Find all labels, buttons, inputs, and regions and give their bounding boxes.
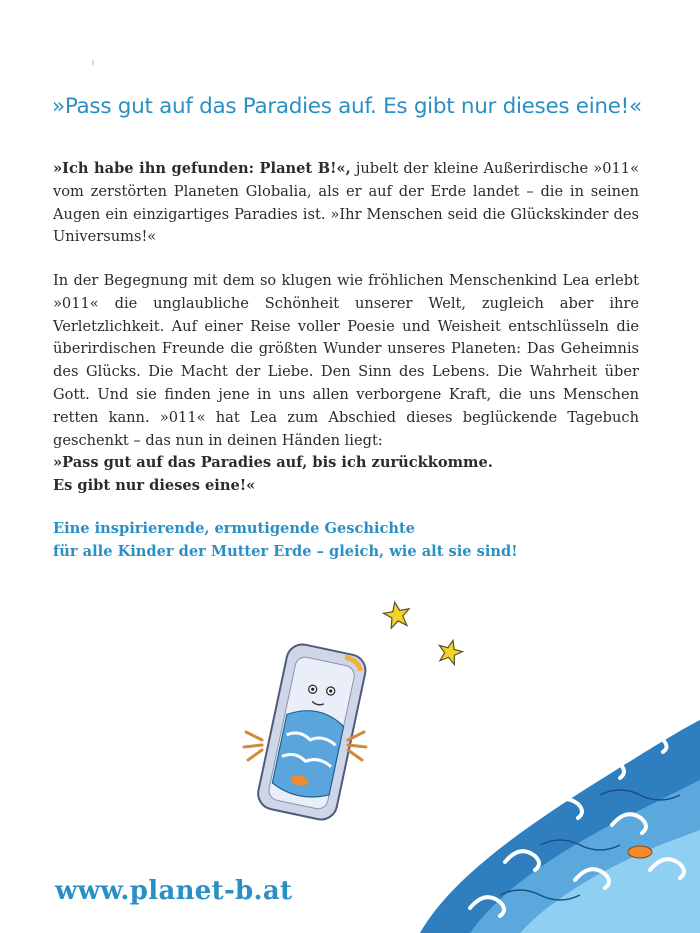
story-paragraph [53, 270, 639, 498]
tagline-line-2: für alle Kinder der Mutter Erde – gleich, wie alt sie sind! [53, 542, 518, 560]
scan-mark [92, 60, 94, 65]
story-quote-line-2: Es gibt nur dieses eine!« [53, 477, 256, 495]
story-quote-line-1: »Pass gut auf das Paradies auf, bis ich zurückkomme. [53, 454, 493, 472]
star-icon [382, 600, 412, 629]
intro-lead-quote: »Ich habe ihn gefunden: Planet B!«, [53, 160, 351, 177]
intro-text: jubelt der kleine Außerirdische »011« vom zerstörten Planeten Globalia, als er auf der Erde landet – die in seinen Augen ein einzigartiges Paradies ist. »Ihr Menschen seid die Glückskinder des Universums!« [53, 160, 639, 246]
star-icon [436, 637, 465, 665]
headline-quote: »Pass gut auf das Paradies auf. Es gibt nur dieses eine!« [52, 94, 642, 119]
intro-paragraph [53, 158, 639, 249]
alien-phone-character-icon [244, 641, 368, 822]
ocean-waves-icon [420, 720, 700, 933]
tagline [53, 518, 653, 564]
tagline-line-1: Eine inspirierende, ermutigende Geschichte [53, 520, 416, 537]
website-link[interactable]: www.planet-b.at [55, 876, 293, 906]
story-text: In der Begegnung mit dem so klugen wie fröhlichen Menschenkind Lea erlebt »011« die unglaubliche Schönheit unserer Welt, zugleich aber ihre Verletzlichkeit. Auf einer Reise voller Poesie und Weisheit entschlüsseln die überirdischen Freunde die größten Wunder unseres Planeten: Das Geheimnis des Glücks. Die Macht der Liebe. Den Sinn des Lebens. Die Wahrheit über Gott. Und sie finden jene in uns allen verborgene Kraft, die uns Menschen retten kann. »011« hat Lea zum Abschied dieses beglückende Tagebuch geschenkt – das nun in deinen Händen liegt: [53, 272, 639, 449]
